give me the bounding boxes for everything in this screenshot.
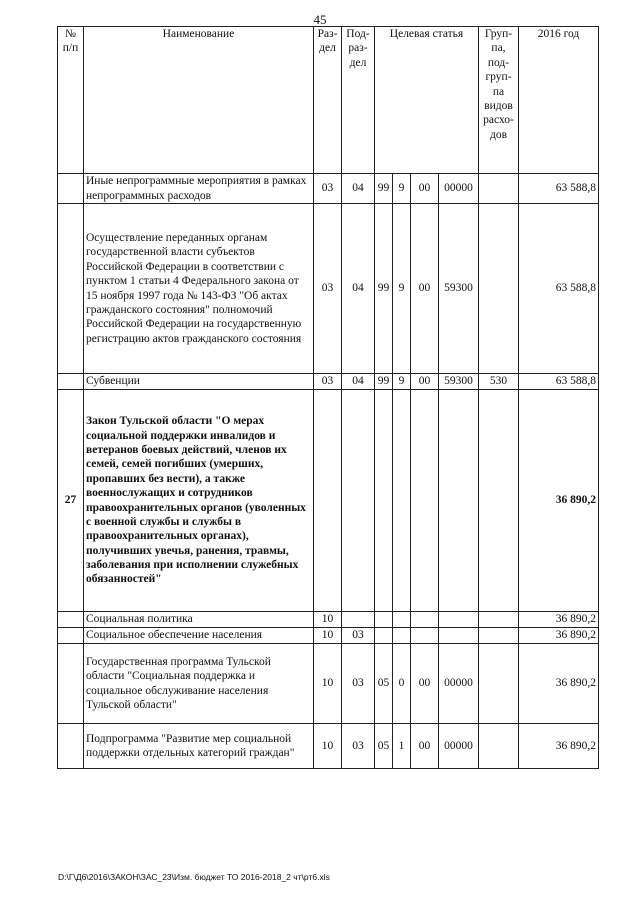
target-article-direction: 00 <box>411 644 439 724</box>
amount-2016: 36 890,2 <box>519 390 599 612</box>
target-article-subprogram: 1 <box>393 724 411 769</box>
amount-2016: 36 890,2 <box>519 644 599 724</box>
target-article-program: 99 <box>375 204 393 374</box>
subsection-code: 03 <box>342 724 375 769</box>
section-code: 03 <box>314 174 342 204</box>
amount-2016: 36 890,2 <box>519 628 599 644</box>
expense-group <box>479 204 519 374</box>
item-name: Иные непрограммные мероприятия в рамках непрограммных расходов <box>84 174 314 204</box>
section-code: 10 <box>314 644 342 724</box>
amount-2016: 63 588,8 <box>519 204 599 374</box>
target-article-code: 00000 <box>439 724 479 769</box>
header-name: Наименование <box>84 27 314 174</box>
header-section: Раз- дел <box>314 27 342 174</box>
target-article-subprogram: 9 <box>393 374 411 390</box>
target-article-code: 00000 <box>439 644 479 724</box>
item-name: Социальная политика <box>84 612 314 628</box>
table-row <box>58 204 599 374</box>
target-article-code: 00000 <box>439 174 479 204</box>
target-article-direction <box>411 612 439 628</box>
target-article-code <box>439 628 479 644</box>
section-code: 10 <box>314 628 342 644</box>
item-name: Подпрограмма "Развитие мер социальной поддержки отдельных категорий граждан" <box>84 724 314 769</box>
table-row <box>58 724 599 769</box>
table-row <box>58 628 599 644</box>
table-row <box>58 644 599 724</box>
item-name: Социальное обеспечение населения <box>84 628 314 644</box>
subsection-code: 04 <box>342 204 375 374</box>
row-number <box>58 724 84 769</box>
amount-2016: 63 588,8 <box>519 174 599 204</box>
amount-2016: 36 890,2 <box>519 724 599 769</box>
subsection-code <box>342 390 375 612</box>
expense-group: 530 <box>479 374 519 390</box>
table-row <box>58 612 599 628</box>
target-article-direction: 00 <box>411 174 439 204</box>
subsection-code: 03 <box>342 628 375 644</box>
row-number <box>58 612 84 628</box>
expense-group <box>479 628 519 644</box>
target-article-program: 99 <box>375 174 393 204</box>
expense-group <box>479 174 519 204</box>
target-article-subprogram <box>393 390 411 612</box>
item-name: Субвенции <box>84 374 314 390</box>
amount-2016: 36 890,2 <box>519 612 599 628</box>
header-group: Груп- па, под- груп- па видов расхо- дов <box>479 27 519 174</box>
table-row <box>58 390 599 612</box>
item-name: Государственная программа Тульской области "Социальная поддержка и социальное обслуживание населения Тульской области" <box>84 644 314 724</box>
header-subsection: Под- раз- дел <box>342 27 375 174</box>
file-path-footer: D:\Г\Д6\2016\ЗАКОН\ЗАС_23\Изм. бюджет ТО 2016-2018_2 чт\рт6.xls <box>58 872 330 882</box>
target-article-direction <box>411 390 439 612</box>
table-row <box>58 174 599 204</box>
target-article-code: 59300 <box>439 374 479 390</box>
subsection-code: 04 <box>342 374 375 390</box>
target-article-program: 99 <box>375 374 393 390</box>
target-article-direction <box>411 628 439 644</box>
section-code: 03 <box>314 204 342 374</box>
item-name: Осуществление переданных органам государственной власти субъектов Российской Федерации в соответствии с пунктом 1 статьи 4 Федерального закона от 15 ноября 1997 года № 143-ФЗ "Об актах гражданского состояния" полномочий Российской Федерации на государственную регистрацию актов гражданского состояния <box>84 204 314 374</box>
target-article-direction: 00 <box>411 204 439 374</box>
target-article-code <box>439 390 479 612</box>
section-code: 10 <box>314 612 342 628</box>
row-number <box>58 174 84 204</box>
target-article-program: 05 <box>375 724 393 769</box>
budget-table <box>57 26 599 769</box>
section-code: 10 <box>314 724 342 769</box>
header-no: № п/п <box>58 27 84 174</box>
subsection-code: 04 <box>342 174 375 204</box>
header-2016: 2016 год <box>519 27 599 174</box>
expense-group <box>479 724 519 769</box>
subsection-code: 03 <box>342 644 375 724</box>
row-number: 27 <box>58 390 84 612</box>
page-number: 45 <box>313 12 327 27</box>
table-row <box>58 374 599 390</box>
target-article-subprogram: 9 <box>393 204 411 374</box>
row-number <box>58 628 84 644</box>
section-code: 03 <box>314 374 342 390</box>
target-article-subprogram: 0 <box>393 644 411 724</box>
target-article-program <box>375 612 393 628</box>
amount-2016: 63 588,8 <box>519 374 599 390</box>
target-article-direction: 00 <box>411 374 439 390</box>
row-number <box>58 644 84 724</box>
target-article-program <box>375 390 393 612</box>
target-article-code <box>439 612 479 628</box>
target-article-direction: 00 <box>411 724 439 769</box>
row-number <box>58 374 84 390</box>
target-article-subprogram: 9 <box>393 174 411 204</box>
target-article-subprogram <box>393 612 411 628</box>
subsection-code <box>342 612 375 628</box>
header-target-article: Целевая статья <box>375 27 479 174</box>
target-article-program <box>375 628 393 644</box>
target-article-subprogram <box>393 628 411 644</box>
item-name: Закон Тульской области "О мерах социальной поддержки инвалидов и ветеранов боевых действий, членов их семей, семей погибших (умерших, пропавших без вести), а также военнослужащих и сотрудников правоохранительных органов (уволенных с военной службы и службы в правоохранительных органах), получивших увечья, ранения, травмы, заболевания при исполнении служебных обязанностей" <box>84 390 314 612</box>
table-header-row <box>58 27 599 174</box>
section-code <box>314 390 342 612</box>
target-article-code: 59300 <box>439 204 479 374</box>
expense-group <box>479 612 519 628</box>
expense-group <box>479 644 519 724</box>
row-number <box>58 204 84 374</box>
target-article-program: 05 <box>375 644 393 724</box>
expense-group <box>479 390 519 612</box>
